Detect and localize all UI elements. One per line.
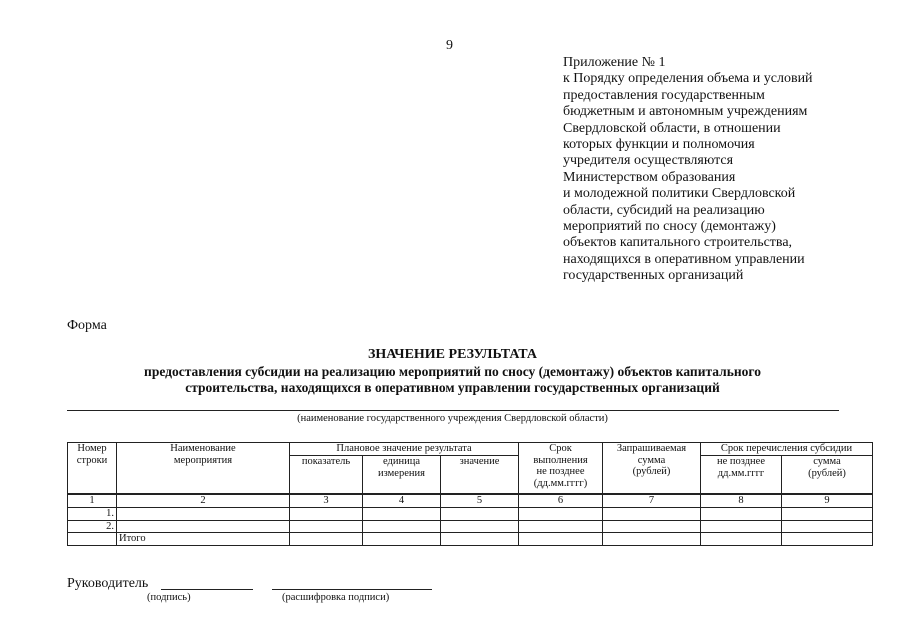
column-number: 5 — [441, 494, 519, 508]
header-value: значение — [441, 456, 519, 495]
form-label: Форма — [67, 318, 107, 333]
institution-name-line[interactable] — [67, 410, 839, 411]
header-deadline: Срок выполнения не позднее (дд.мм.гггг) — [519, 443, 603, 495]
table-cell[interactable] — [603, 508, 701, 521]
table-cell[interactable] — [782, 533, 873, 546]
appendix-line: области, субсидий на реализацию — [563, 202, 765, 218]
table-cell[interactable] — [117, 520, 290, 533]
table-cell[interactable] — [701, 533, 782, 546]
column-number: 3 — [290, 494, 363, 508]
row-number-cell: 1. — [68, 508, 117, 521]
appendix-block — [563, 55, 813, 285]
header-transfer-sum: сумма (рублей) — [782, 456, 873, 495]
appendix-line: предоставления государственным — [563, 87, 765, 103]
table-cell[interactable] — [603, 520, 701, 533]
appendix-line: которых функции и полномочия — [563, 137, 755, 153]
table-cell[interactable] — [363, 533, 441, 546]
signature-decoding-line[interactable] — [272, 589, 432, 590]
appendix-line: Министерством образования — [563, 169, 736, 185]
column-number: 6 — [519, 494, 603, 508]
signature-caption: (подпись) — [147, 592, 191, 603]
column-number: 8 — [701, 494, 782, 508]
table-row — [68, 508, 873, 521]
table-cell[interactable] — [519, 533, 603, 546]
appendix-line: мероприятий по сносу (демонтажу) — [563, 219, 776, 235]
header-event-name: Наименование мероприятия — [117, 443, 290, 495]
header-unit: единица измерения — [363, 456, 441, 495]
header-transfer-period: Срок перечисления субсидии — [701, 443, 873, 456]
table-cell[interactable] — [363, 508, 441, 521]
table-cell — [68, 533, 117, 546]
signature-decoding-caption: (расшифровка подписи) — [282, 592, 390, 603]
table-cell[interactable] — [782, 520, 873, 533]
document-subtitle — [60, 364, 845, 396]
appendix-line: Приложение № 1 — [563, 55, 666, 70]
signature-line[interactable] — [161, 589, 253, 590]
table-cell[interactable] — [701, 520, 782, 533]
table-cell[interactable] — [117, 508, 290, 521]
header-row-number: Номер строки — [68, 443, 117, 495]
column-number: 2 — [117, 494, 290, 508]
table-cell[interactable] — [782, 508, 873, 521]
table-cell[interactable] — [441, 533, 519, 546]
appendix-line: учредителя осуществляются — [563, 153, 734, 169]
table-cell[interactable] — [290, 533, 363, 546]
institution-name-caption: (наименование государственного учреждения Свердловской области) — [297, 413, 608, 424]
appendix-line: объектов капитального строительства, — [563, 235, 793, 251]
row-number-cell: 2. — [68, 520, 117, 533]
header-transfer-date: не позднее дд.мм.гггг — [701, 456, 782, 495]
column-number: 7 — [603, 494, 701, 508]
table-cell[interactable] — [701, 508, 782, 521]
table-row — [68, 520, 873, 533]
table-cell[interactable] — [290, 520, 363, 533]
appendix-line: находящихся в оперативном управлении — [563, 251, 805, 267]
table-cell[interactable] — [441, 508, 519, 521]
document-title: ЗНАЧЕНИЕ РЕЗУЛЬТАТА — [368, 347, 537, 362]
subtitle-line: строительства, находящихся в оперативном управлении государственных организаций — [185, 380, 720, 395]
total-label: Итого — [117, 533, 290, 546]
appendix-line: бюджетным и автономным учреждениям — [563, 104, 808, 120]
appendix-line: и молодежной политики Свердловской — [563, 186, 796, 202]
header-requested-sum: Запрашиваемая сумма (рублей) — [603, 443, 701, 495]
table-cell[interactable] — [603, 533, 701, 546]
table-cell[interactable] — [519, 520, 603, 533]
subtitle-line: предоставления субсидии на реализацию мероприятий по сносу (демонтажу) объектов капитального — [144, 364, 761, 379]
table-row-total — [68, 533, 873, 546]
table-cell[interactable] — [441, 520, 519, 533]
column-number: 4 — [363, 494, 441, 508]
table-cell[interactable] — [290, 508, 363, 521]
signature-label: Руководитель — [67, 576, 149, 591]
appendix-line: государственных организаций — [563, 268, 744, 284]
results-table — [67, 442, 873, 546]
column-number: 9 — [782, 494, 873, 508]
header-indicator: показатель — [290, 456, 363, 495]
page-number: 9 — [446, 38, 453, 53]
header-planned-value: Плановое значение результата — [290, 443, 519, 456]
table-cell[interactable] — [519, 508, 603, 521]
table-cell[interactable] — [363, 520, 441, 533]
appendix-line: к Порядку определения объема и условий — [563, 71, 813, 87]
column-number: 1 — [68, 494, 117, 508]
appendix-line: Свердловской области, в отношении — [563, 120, 781, 136]
